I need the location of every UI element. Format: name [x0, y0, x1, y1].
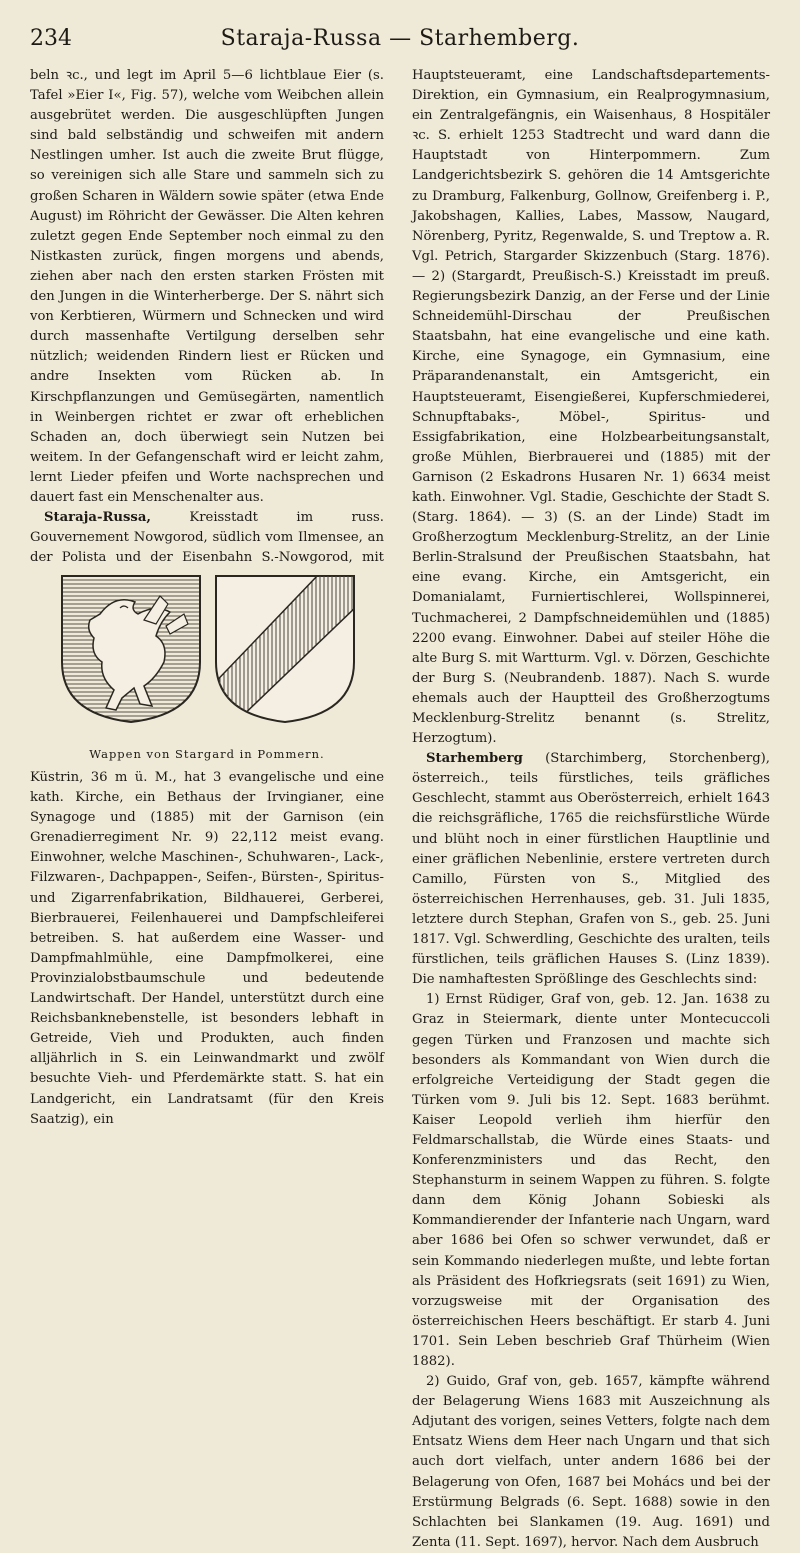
paragraph-stargard-more: Hauptsteueramt, eine Landschaftsdepartements-Direktion, ein Gymnasium, ein Realprogymnasium, ein Zentralgefängnis, ein Waisenhaus, 8 Hospitäler ꝛc. S. erhielt 1253 Stadtrecht und ward dann die Hauptstadt von Hinterpommern. Zum Landgerichtsbezirk S. gehören die 14 Amtsgerichte zu Dramburg, Falkenburg, Gollnow, Greifenberg i. P., Jakobshagen, Kallies, Labes, Massow, Naugard, Nörenberg, Pyritz, Regenwalde, S. und Treptow a. R. Vgl. Petrich, Stargarder Skizzenbuch (Starg. 1876).— 2) (Stargardt, Preußisch-S.) Kreisstadt im preuß. Regierungsbezirk Danzig, an der Ferse und der Linie Schneidemühl-Dirschau der Preußischen Staatsbahn, hat eine evangelische und eine kath. Kirche, eine Synagoge, ein Gymnasium, eine Präparandenanstalt, ein Amtsgericht, ein Hauptsteueramt, Eisengießerei, Kupferschmiederei, Schnupftabaks-, Möbel-, Spiritus- und Essigfabrikation, eine Holzbearbeitungsanstalt, große Mühlen, Bierbrauerei und (1885) mit der Garnison (2 Eskadrons Husaren Nr. 1) 6634 meist kath. Einwohner. Vgl. Stadie, Geschichte der Stadt S. (Starg. 1864). — 3) (S. an der Linde) Stadt im Großherzogtum Mecklenburg-Strelitz, an der Linie Berlin-Stralsund der Preußischen Staatsbahn, hat eine evang. Kirche, ein Amtsgericht, ein Domanialamt, Furniertischlerei, Wollspinnerei, Tuchmacherei, 2 Dampfschneidemühlen und (1885) 2200 evang. Einwohner. Dabei auf steiler Höhe die alte Burg S. mit Wartturm. Vgl. v. Dörzen, Geschichte der Burg S. (Neubrandenb. 1887). Nach S. wurde ehemals auch der Hauptteil des Großherzogtums Mecklenburg-Strelitz benannt (s. Strelitz, Herzogtum).	[412, 68, 770, 747]
right-column	[412, 66, 770, 1553]
entry-heading: Starhemberg	[426, 751, 523, 767]
running-title: Staraja-Russa — Starhemberg.	[220, 26, 580, 51]
left-column-text-bottom	[30, 768, 384, 1130]
entry-body: Kreisstadt im russ. Gouvernement Nowgorod, südlich vom Ilmensee, an der Polista und der Eisenbahn S.-Nowgorod, mit	[30, 510, 384, 564]
subentry-guido: 2) Guido, Graf von, geb. 1657, kämpfte während der Belagerung Wiens 1683 mit Auszeichnung als Adjutant des vorigen, seines Vetters, folgte nach dem Entsatz Wiens dem Heer nach Ungarn und that sich auch dort vielfach, unter andern 1686 bei der Belagerung von Ofen, 1687 bei Mohács und bei der Erstürmung Belgrads (6. Sept. 1688) sowie in den Schlachten bei Slankamen (19. Aug. 1691) und Zenta (11. Sept. 1697), hervor. Nach dem Ausbruch	[412, 1374, 770, 1550]
subentry-ernst-ruediger: 1) Ernst Rüdiger, Graf von, geb. 12. Jan. 1638 zu Graz in Steiermark, diente unter Montecuccoli gegen Türken und Franzosen und machte sich besonders als Kommandant von Wien durch die erfolgreiche Verteidigung der Stadt gegen die Türken vom 9. Juli bis 12. Sept. 1683 berühmt. Kaiser Leopold verlieh ihm hierfür den Feldmarschallstab, die Würde eines Staats- und Konferenzministers und das Recht, den Stephansturm in seinem Wappen zu führen. S. folgte dann dem König Johann Sobieski als Kommandierender der Infanterie nach Ungarn, ward aber 1686 bei Ofen so schwer verwundet, daß er sein Kommando niederlegen mußte, und lebte fortan als Präsident des Hofkriegsrats (seit 1691) zu Wien, vorzugsweise mit der Organisation des österreichischen Heers beschäftigt. Er starb 4. Juni 1701. Sein Leben beschrieb Graf Thürheim (Wien 1882).	[412, 992, 770, 1369]
entry-body: (Starchimberg, Storchenberg), österreich., teils fürstliches, teils gräfliches Geschlecht, stammt aus Oberösterreich, erhielt 1643 die reichsgräfliche, 1765 die reichsfürstliche Würde und blüht noch in einer fürstlichen Hauptlinie und einer gräflichen Nebenlinie, erstere vertreten durch Camillo, Fürsten von S., Mitglied des österreichischen Herrenhauses, geb. 31. Juli 1835, letztere durch Stephan, Grafen von S., geb. 25. Juni 1817. Vgl. Schwerdling, Geschichte des uralten, teils fürstlichen, teils gräflichen Hauses S. (Linz 1839). Die namhaftesten Sprößlinge des Geschlechts sind:	[412, 751, 770, 988]
griffin-shield-icon	[60, 574, 202, 724]
bend-shield-icon	[214, 574, 356, 724]
paragraph-stargard-continued: Küstrin, 36 m ü. M., hat 3 evangelische und eine kath. Kirche, ein Bethaus der Irvingianer, eine Synagoge und (1885) mit der Garnison (ein Grenadierregiment Nr. 9) 22,112 meist evang. Einwohner, welche Maschinen-, Schuhwaren-, Lack-, Filzwaren-, Dachpappen-, Seifen-, Bürsten-, Spiritus- und Zigarrenfabrikation, Bildhauerei, Gerberei, Bierbrauerei, Feilenhauerei und Dampfschleiferei betreiben. S. hat außerdem eine Wasser- und Dampfmahlmühle, eine Dampfmolkerei, eine Provinzialobstbaumschule und bedeutende Landwirtschaft. Der Handel, unterstützt durch eine Reichsbanknebenstelle, ist besonders lebhaft in Getreide, Vieh und Produkten, auch finden alljährlich in S. ein Leinwandmarkt und zwölf besuchte Vieh- und Pferdemärkte statt. S. hat ein Landgericht, ein Landratsamt (für den Kreis Saatzig), ein	[30, 770, 384, 1127]
entry-heading: Staraja-Russa,	[44, 510, 151, 526]
left-column	[30, 66, 384, 1130]
coat-of-arms-figure	[30, 574, 384, 761]
entry-starhemberg	[412, 749, 770, 990]
left-column-text-top	[30, 66, 384, 564]
paragraph-star-continued: beln ꝛc., und legt im April 5—6 lichtblaue Eier (s. Tafel »Eier I«, Fig. 57), welche vom Weibchen allein ausgebrütet werden. Die ausgeschlüpften Jungen sind bald selbständig und schweifen mit andern Nestlingen umher. Ist auch die zweite Brut flügge, so vereinigen sich alle Stare und sammeln sich zu großen Scharen in Wäldern sowie später (etwa Ende August) im Röhricht der Gewässer. Die Alten kehren zuletzt gegen Ende September noch einmal zu den Nistkasten zurück, fingen morgens und abends, ziehen aber nach den ersten starken Frösten mit den Jungen in die Winterherberge. Der S. nährt sich von Kerbtieren, Würmern und Schnecken und wird durch massenhafte Vertilgung derselben sehr nützlich; weidenden Rindern liest er Rücken und andre Insekten vom Rücken ab. In Kirschpflanzungen und Gemüsegärten, namentlich in Weinbergen richtet er zwar oft erheblichen Schaden an, doch überwiegt sein Nutzen bei weitem. In der Gefangenschaft wird er leicht zahm, lernt Lieder pfeifen und Worte nachsprechen und dauert fast ein Menschenalter aus.	[30, 68, 384, 505]
page-number: 234	[30, 26, 72, 51]
page-header	[30, 26, 770, 60]
entry-staraja-russa	[30, 508, 384, 564]
figure-caption: Wappen von Stargard in Pommern.	[89, 747, 325, 761]
